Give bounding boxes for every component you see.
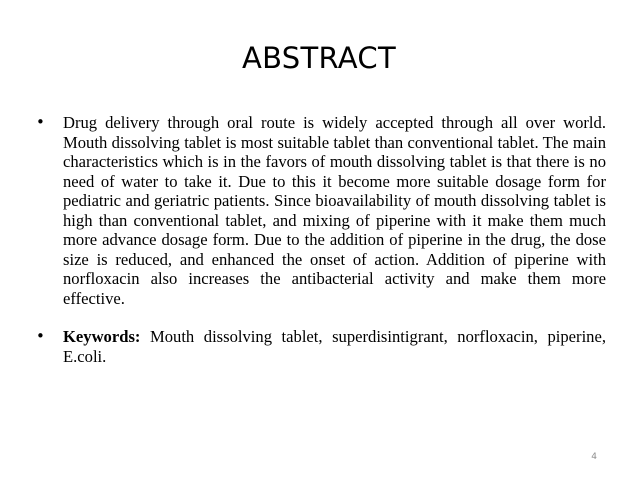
keywords-bullet	[36, 327, 606, 366]
bullet-dot-icon: •	[36, 113, 45, 131]
keywords-text: Mouth dissolving tablet, superdisintigrant, norfloxacin, piperine, E.coli.	[63, 327, 606, 366]
slide-title: ABSTRACT	[241, 41, 396, 75]
bullet-list	[36, 113, 606, 366]
page-number: 4	[591, 452, 597, 462]
bullet-dot-icon: •	[36, 327, 45, 345]
abstract-bullet	[36, 113, 606, 308]
keywords-label: Keywords:	[63, 327, 141, 346]
abstract-text: Drug delivery through oral route is widely accepted through all over world. Mouth dissolving tablet is most suitable tablet than conventional tablet. The main characteristics which is in the favors of mouth dissolving tablet is that there is no need of water to take it. Due to this it become more suitable dosage form for pediatric and geriatric patients. Since bioavailability of mouth dissolving tablet is high than conventional tablet, and mixing of piperine with it make them much more advance dosage form. Due to the addition of piperine in the drug, the dose size is reduced, and enhanced the onset of action. Addition of piperine with norfloxacin also increases the antibacterial activity and make them more effective.	[63, 113, 606, 308]
